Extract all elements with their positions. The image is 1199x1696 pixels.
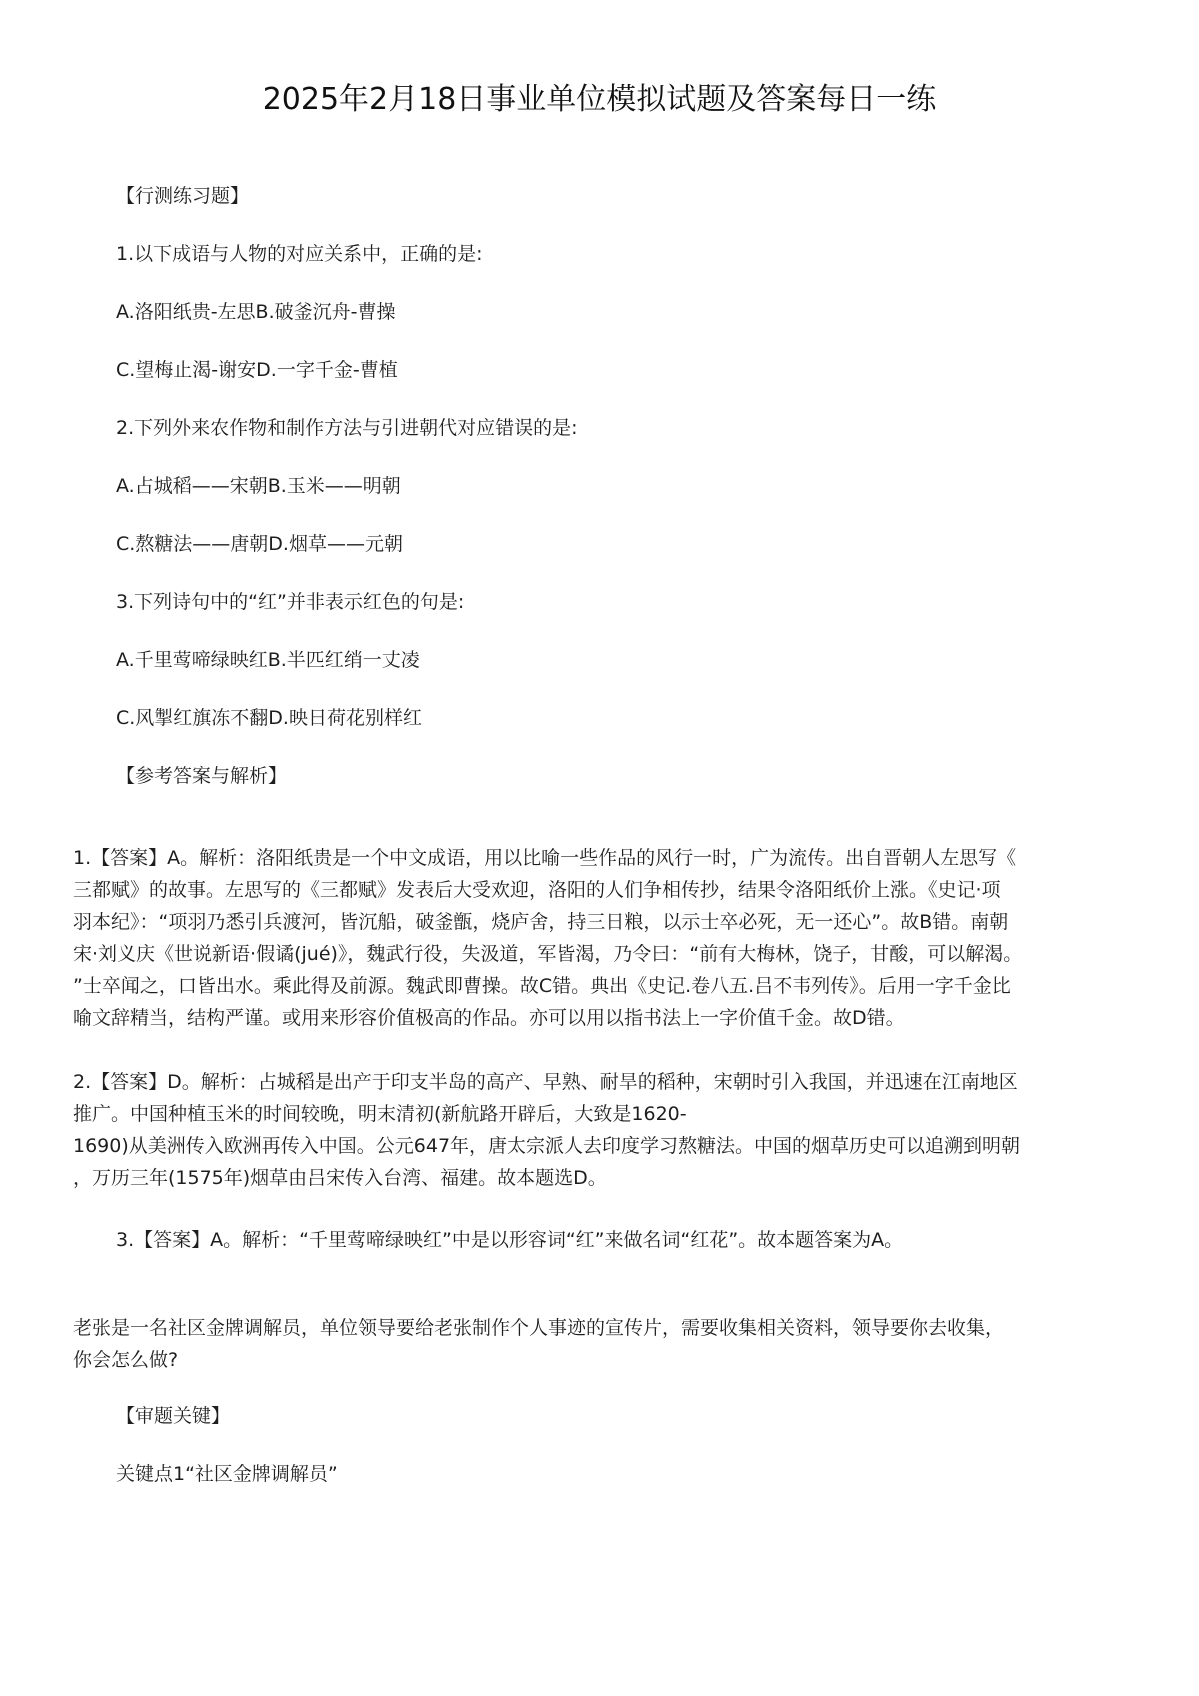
answer-1-line: 喻文辞精当，结构严谨。或用来形容价值极高的作品。亦可以用以指书法上一字价值千金。故D错。 [73,1007,905,1029]
document-title: 2025年2月18日事业单位模拟试题及答案每日一练 [262,82,937,117]
answer-1-line: 1.【答案】A。解析：洛阳纸贵是一个中文成语，用以比喻一些作品的风行一时，广为流传。出自晋朝人左思写《 [73,847,1017,869]
answer-2-line: 2.【答案】D。解析：占城稻是出产于印支半岛的高产、早熟、耐旱的稻种，宋朝时引入我国，并迅速在江南地区 [73,1071,1018,1093]
case-question-paragraph [73,1312,1130,1376]
question-2-options-ab: A.占城稻——宋朝B.玉米——明朝 [116,475,401,497]
question-2-stem: 2.下列外来农作物和制作方法与引进朝代对应错误的是: [116,417,578,439]
key-point-1: 关键点1“社区金牌调解员” [116,1463,338,1485]
section-heading-questions: 【行测练习题】 [116,185,250,207]
answer-2-line: ，万历三年(1575年)烟草由吕宋传入台湾、福建。故本题选D。 [73,1167,607,1189]
question-1-stem: 1.以下成语与人物的对应关系中，正确的是: [116,243,483,265]
answer-1-line: 羽本纪》：“项羽乃悉引兵渡河，皆沉船，破釜甑，烧庐舍，持三日粮，以示士卒必死，无一还心”。故B错。南朝 [73,911,1009,933]
question-1-options-cd: C.望梅止渴-谢安D.一字千金-曹植 [116,359,398,381]
case-question-line: 老张是一名社区金牌调解员，单位领导要给老张制作个人事迹的宣传片，需要收集相关资料，领导要你去收集， [73,1317,1005,1339]
question-2-options-cd: C.熬糖法——唐朝D.烟草——元朝 [116,533,403,555]
section-heading-answers: 【参考答案与解析】 [116,765,288,787]
answer-1-paragraph [73,842,1130,1034]
question-3-stem: 3.下列诗句中的“红”并非表示红色的句是: [116,591,465,613]
answer-1-line: 三都赋》的故事。左思写的《三都赋》发表后大受欢迎，洛阳的人们争相传抄，结果令洛阳纸价上涨。《史记·项 [73,879,1001,901]
answer-2-line: 1690)从美洲传入欧洲再传入中国。公元647年，唐太宗派人去印度学习熬糖法。中国的烟草历史可以追溯到明朝 [73,1135,1021,1157]
case-question-line: 你会怎么做? [73,1349,179,1371]
answer-1-line: 宋·刘义庆《世说新语·假谲(jué)》，魏武行役，失汲道，军皆渴，乃令曰：“前有大梅林，饶子，甘酸，可以解渴。 [73,943,1023,965]
question-1-options-ab: A.洛阳纸贵-左思B.破釜沉舟-曹操 [116,301,396,323]
answer-2-paragraph [73,1066,1130,1194]
question-3-options-cd: C.风掣红旗冻不翻D.映日荷花别样红 [116,707,422,729]
question-3-options-ab: A.千里莺啼绿映红B.半匹红绡一丈凌 [116,649,420,671]
answer-2-line: 推广。中国种植玉米的时间较晚，明末清初(新航路开辟后，大致是1620- [73,1103,687,1125]
section-heading-key: 【审题关键】 [116,1405,231,1427]
answer-1-line: ”士卒闻之，口皆出水。乘此得及前源。魏武即曹操。故C错。典出《史记.卷八五.吕不韦列传》。后用一字千金比 [73,975,1011,997]
answer-3-paragraph: 3.【答案】A。解析：“千里莺啼绿映红”中是以形容词“红”来做名词“红花”。故本题答案为A。 [116,1229,904,1251]
